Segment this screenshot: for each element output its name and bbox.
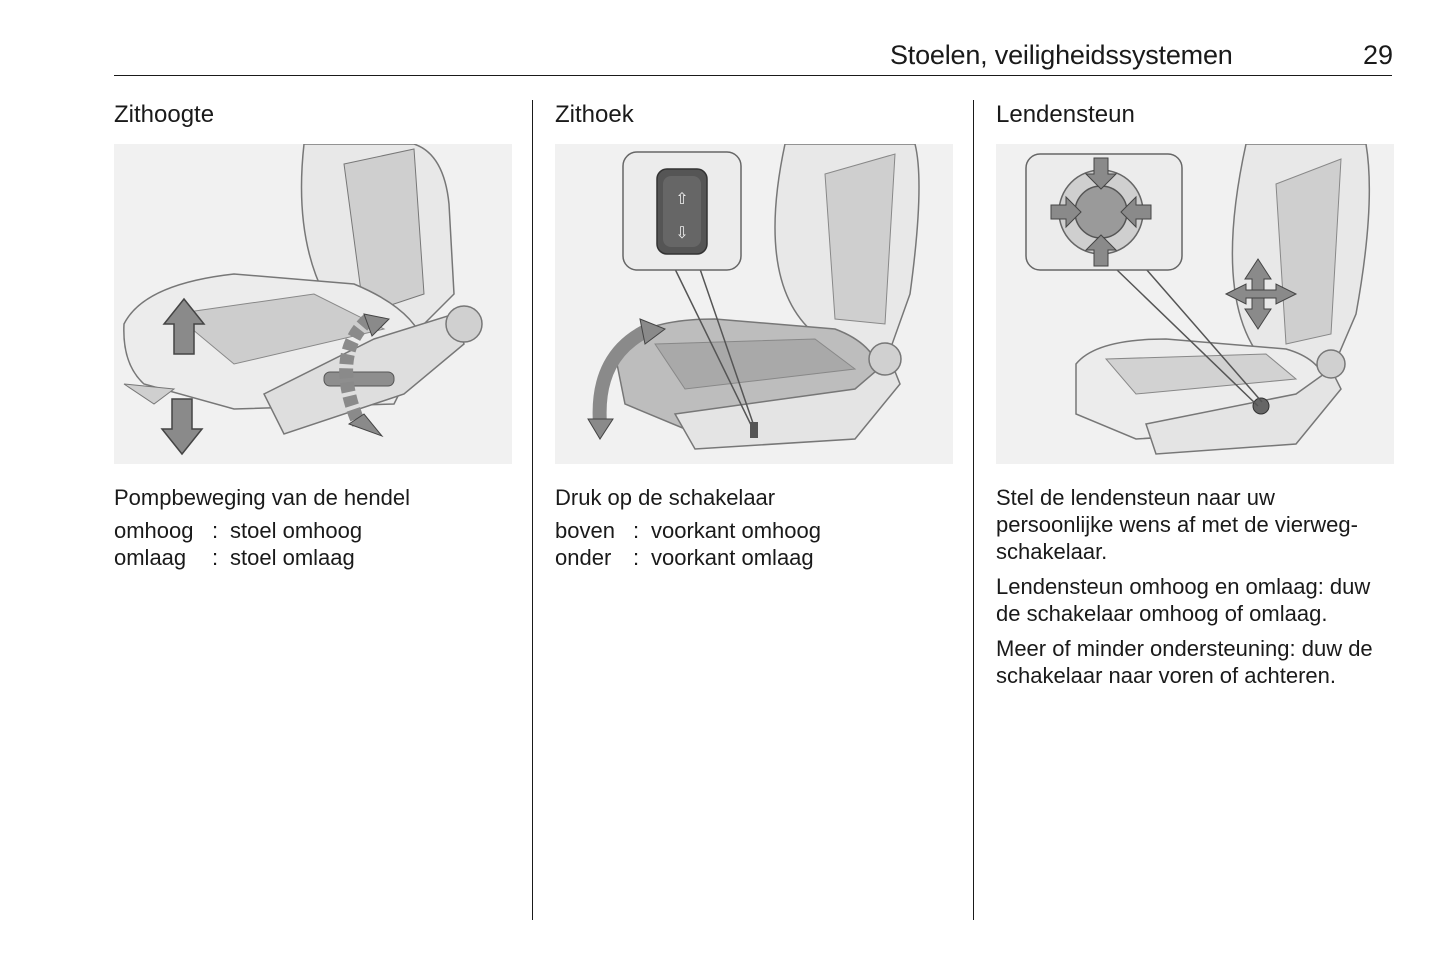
row-separator: : (212, 518, 219, 543)
paragraph: Meer of minder ondersteuning: duw de schakelaar naar voren of achteren. (996, 636, 1373, 688)
key-value-row (555, 517, 953, 544)
column-divider (532, 100, 533, 920)
row-value: stoel omlaag (230, 545, 355, 570)
row-key: omlaag (114, 545, 187, 570)
instruction-intro: Pompbeweging van de hendel (114, 485, 411, 510)
column-zithoek (555, 100, 953, 571)
row-key: onder (555, 545, 612, 570)
row-separator: : (212, 545, 219, 570)
row-value: stoel omhoog (230, 518, 363, 543)
column-divider (973, 100, 974, 920)
key-value-row (555, 544, 953, 571)
key-value-row (114, 544, 512, 571)
header-rule (114, 75, 1392, 76)
section-heading: Zithoogte (114, 101, 215, 128)
row-key: omhoog (114, 518, 194, 543)
row-value: voorkant omlaag (651, 545, 814, 570)
svg-text:⇧: ⇧ (675, 189, 689, 208)
paragraph: Stel de lendensteun naar uw persoonlijke wens af met de vierweg-schakelaar. (996, 485, 1358, 564)
column-lendensteun (996, 100, 1394, 697)
row-separator: : (633, 518, 640, 543)
row-key: boven (555, 518, 615, 543)
section-heading: Lendensteun (996, 101, 1135, 128)
column-zithoogte (114, 100, 512, 571)
running-header-title: Stoelen, veiligheidssystemen (890, 40, 1233, 70)
seat-height-illustration (114, 144, 512, 464)
row-value: voorkant omhoog (651, 518, 821, 543)
seat-tilt-illustration (555, 144, 953, 464)
row-separator: : (633, 545, 640, 570)
page-number: 29 (1362, 40, 1393, 70)
instruction-intro: Druk op de schakelaar (555, 485, 776, 510)
section-heading: Zithoek (555, 101, 634, 128)
paragraph: Lendensteun omhoog en omlaag: duw de schakelaar omhoog of omlaag. (996, 574, 1371, 626)
key-value-row (114, 517, 512, 544)
svg-text:⇩: ⇩ (675, 223, 689, 242)
lumbar-support-illustration (996, 144, 1394, 464)
